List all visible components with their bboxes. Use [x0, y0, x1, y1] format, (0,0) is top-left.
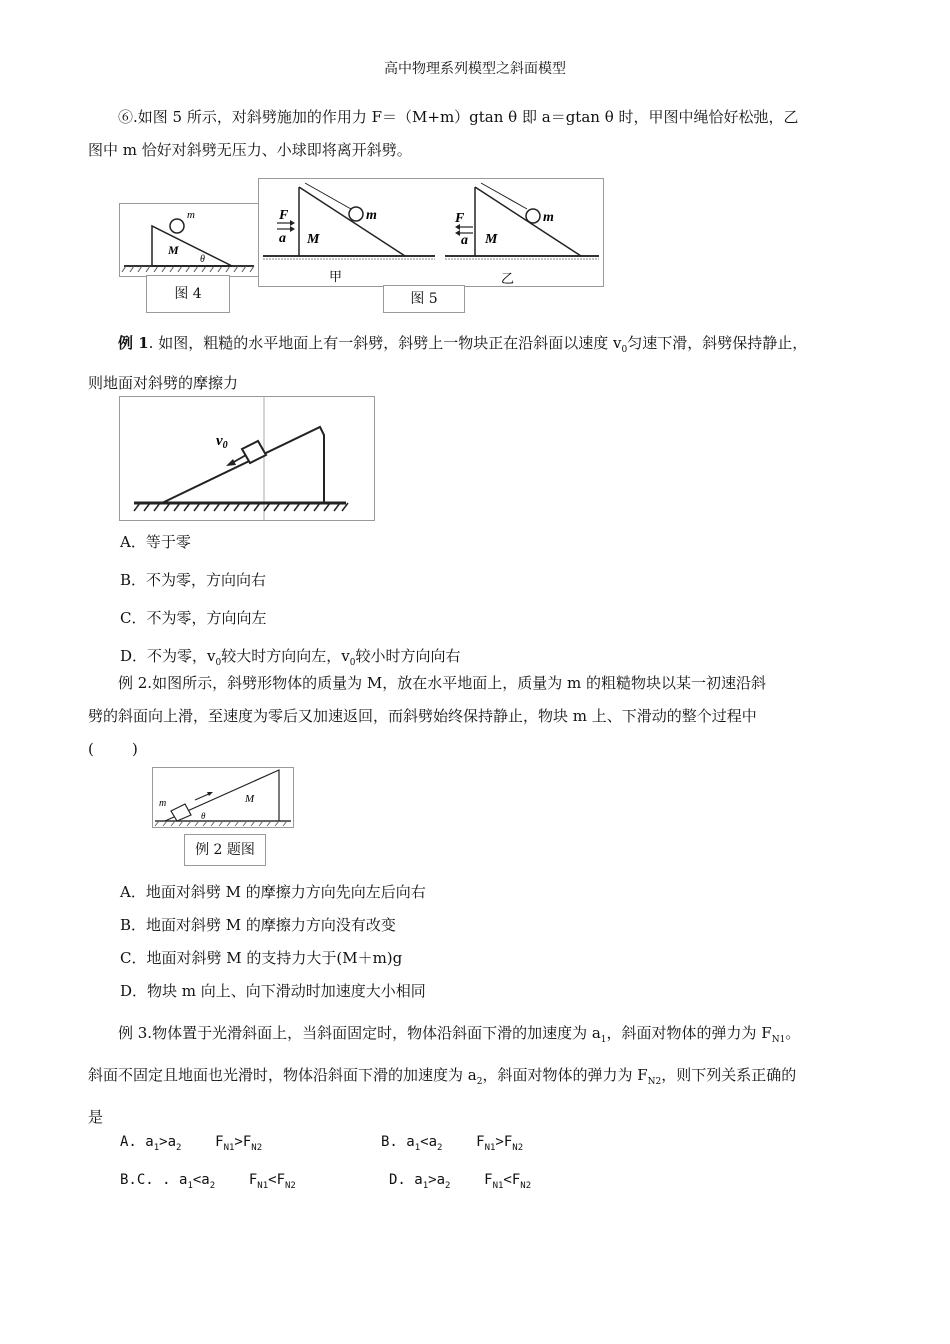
- section6-text: [88, 101, 868, 167]
- example-1-label: 例 1: [118, 334, 149, 352]
- example-2-diagram: [153, 768, 293, 827]
- example-3-option-d[interactable]: D. $a_1>a_2$ $F_{N1}<F_{N2}$: [389, 1172, 532, 1191]
- figure-5-right-label-M: M: [485, 232, 498, 247]
- figure-5-right-label-F: F: [455, 211, 465, 226]
- example-1-question: [88, 327, 868, 400]
- figure-5-left-label-M: M: [307, 232, 320, 247]
- figure-5-diagram: [259, 179, 603, 286]
- figure-5-right-label-m: m: [543, 210, 554, 225]
- example-3-option-a[interactable]: A. $a_1>a_2$ $F_{N1}>F_{N2}$: [120, 1134, 263, 1153]
- example-1-sub: 0: [621, 345, 628, 355]
- figure-4-diagram: [120, 204, 258, 276]
- figure-5-left-caption: 甲: [329, 269, 343, 284]
- example-1-option-c[interactable]: C．不为零，方向向左: [120, 609, 267, 627]
- example-1-figure: [119, 396, 375, 521]
- example-1-text-b: 匀速下滑，斜劈保持静止，: [627, 334, 808, 352]
- example-2-option-d[interactable]: D．物块 m 向上、向下滑动时加速度大小相同: [120, 982, 426, 1000]
- figure-5-caption: 图 5: [383, 285, 465, 313]
- section6-line1: ⑥.如图 5 所示，对斜劈施加的作用力 F＝（M+m）gtan θ 即 a＝gtan θ 时，甲图中绳恰好松弛，乙: [118, 108, 799, 126]
- example-1-line2: 则地面对斜劈的摩擦力: [88, 374, 239, 392]
- example-3-option-c[interactable]: B.C. . $a_1<a_2$ $F_{N1}<F_{N2}$: [120, 1172, 296, 1191]
- example-3-question: 例 3.物体置于光滑斜面上，当斜面固定时，物体沿斜面下滑的加速度为 $a_1$，斜面对物体的弹力为 $F_{N1}$。 斜面不固定且地面也光滑时，物体沿斜面下滑的加速度为 $a_2$，斜面对物体的弹力为 $F_{N2}$，则下列关系正确的 是: [88, 1024, 801, 1126]
- example-2-figure-caption: 例 2 题图: [184, 834, 266, 866]
- example-2-line2: 劈的斜面向上滑，至速度为零后又加速返回，而斜劈始终保持静止，物块 m 上、下滑动的整个过程中: [88, 707, 757, 725]
- section6-line2: 图中 m 恰好对斜劈无压力、小球即将离开斜劈。: [88, 141, 412, 159]
- example-2-label-m: m: [159, 798, 167, 809]
- figure-5-left-label-a: a: [279, 231, 286, 246]
- figure-4: [119, 203, 259, 277]
- figure-5-right-label-a: a: [461, 233, 468, 248]
- figure-5-right-caption: 乙: [501, 271, 515, 286]
- example-2-option-a[interactable]: A．地面对斜劈 M 的摩擦力方向先向左后向右: [120, 883, 426, 901]
- example-2-option-b[interactable]: B．地面对斜劈 M 的摩擦力方向没有改变: [120, 916, 396, 934]
- example-2-question: [88, 667, 868, 766]
- example-2-line1: 例 2.如图所示，斜劈形物体的质量为 M，放在水平地面上，质量为 m 的粗糙物块以某一初速沿斜: [118, 674, 766, 692]
- page-header: 高中物理系列模型之斜面模型: [384, 61, 566, 77]
- figure-4-label-M: M: [168, 243, 179, 257]
- figure-5: [258, 178, 604, 287]
- figure-5-left-label-F: F: [279, 208, 289, 223]
- example-2-option-c[interactable]: C．地面对斜劈 M 的支持力大于(M＋m)g: [120, 949, 403, 967]
- example-1-text-a: . 如图，粗糙的水平地面上有一斜劈，斜劈上一物块正在沿斜面以速度 v: [148, 334, 622, 352]
- example-1-option-b[interactable]: B．不为零，方向向右: [120, 571, 267, 589]
- example-2-line3: ( ): [88, 740, 138, 758]
- example-1-option-d[interactable]: D．不为零，$v_0$较大时方向向左，$v_0$较小时方向向右: [120, 647, 461, 668]
- figure-5-left-label-m: m: [366, 208, 377, 223]
- example-2-figure: [152, 767, 294, 828]
- example-3-option-b[interactable]: B. $a_1<a_2$ $F_{N1}>F_{N2}$: [381, 1134, 524, 1153]
- figure-4-label-theta: θ: [200, 254, 205, 265]
- example-2-label-M: M: [245, 793, 255, 805]
- example-1-diagram: [120, 397, 374, 520]
- figure-4-caption: 图 4: [146, 275, 230, 313]
- example-2-label-theta: θ: [201, 811, 206, 821]
- example-1-option-a[interactable]: A．等于零: [120, 533, 191, 551]
- example-1-label-v: $v_0$: [216, 433, 228, 451]
- figure-4-label-m: m: [187, 209, 195, 221]
